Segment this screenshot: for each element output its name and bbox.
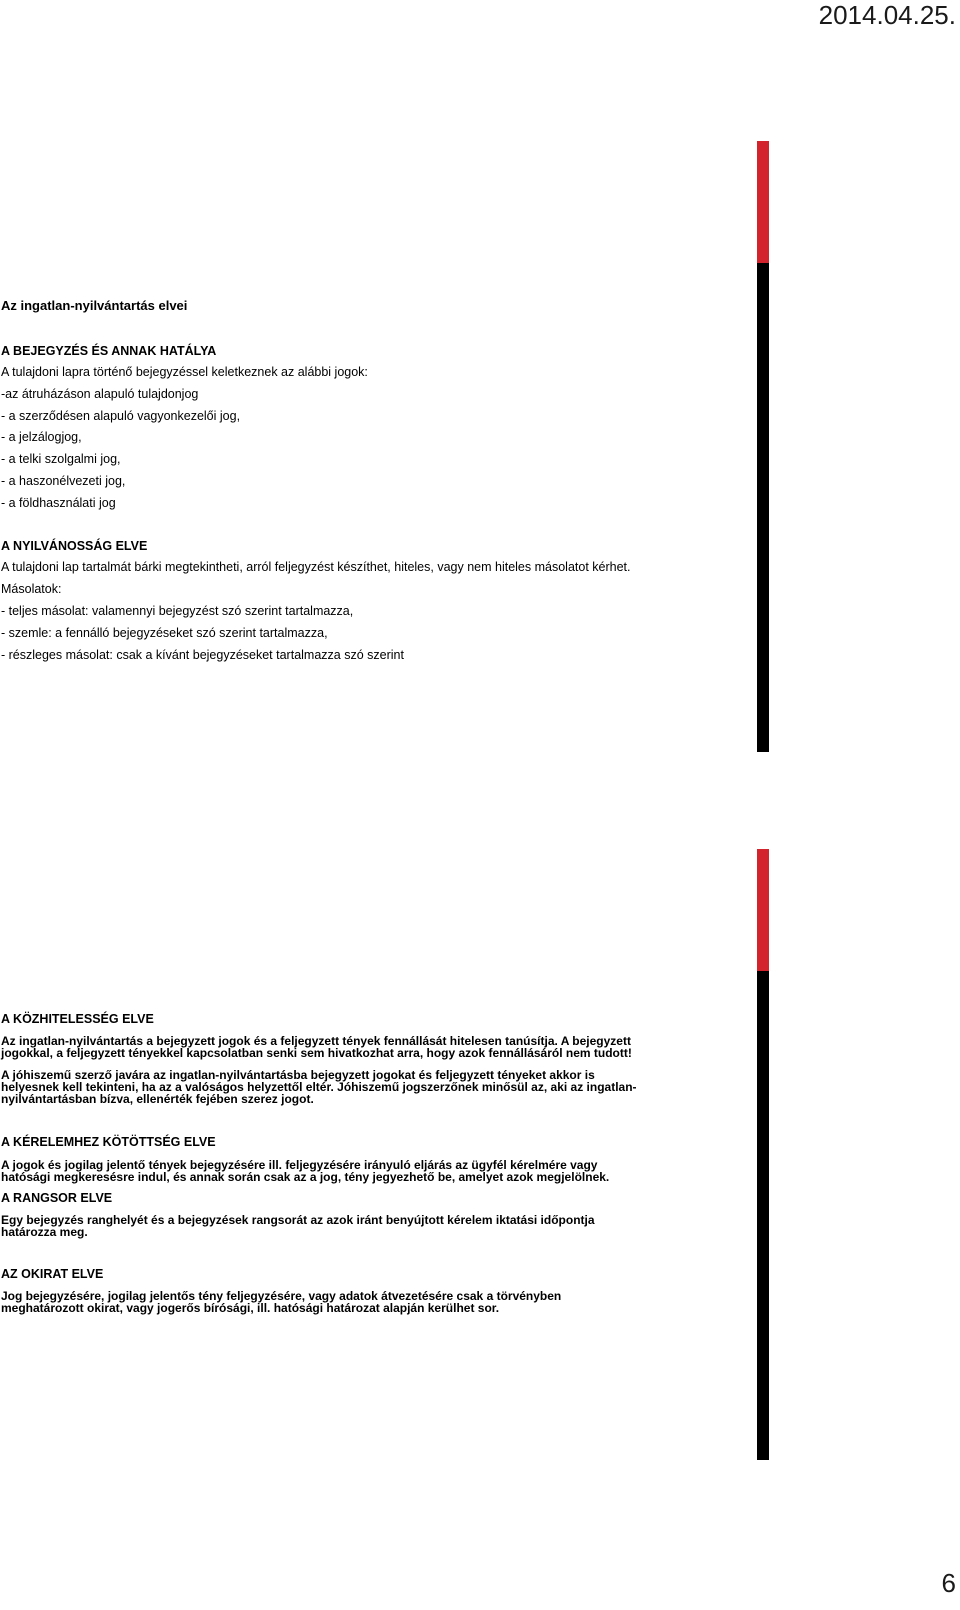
paragraph-kerelemhez — [1, 1159, 669, 1183]
list-item: - a telki szolgalmi jog, — [1, 452, 121, 466]
section-heading-nyilvanossag: A NYILVÁNOSSÁG ELVE — [1, 539, 148, 553]
list-item: - a szerződésen alapuló vagyonkezelői jog, — [1, 409, 241, 423]
paragraph-line: nyilvántartásban bízva, ellenérték fejében szerez jogot. — [1, 1092, 314, 1106]
paragraph-line: jogokkal, a feljegyzett tényekkel kapcsolatban senki sem hivatkozhat arra, hogy azok fennállásáról nem tudott! — [1, 1046, 632, 1060]
section-heading-rangsor: A RANGSOR ELVE — [1, 1191, 113, 1205]
copies-label: Másolatok: — [1, 582, 62, 596]
page-number: 6 — [941, 1568, 956, 1598]
paragraph-line: Az ingatlan-nyilvántartás a bejegyzett jogok és a feljegyzett tények fennállását hitelesen tanúsítja. A bejegyzett — [1, 1034, 631, 1048]
section-heading-bejegyzes: A BEJEGYZÉS ÉS ANNAK HATÁLYA — [1, 344, 217, 358]
list-item: - a haszonélvezeti jog, — [1, 474, 126, 488]
section-text: A tulajdoni lap tartalmát bárki megtekintheti, arról feljegyzést készíthet, hiteles, vagy nem hiteles másolatot kérhet. — [1, 560, 631, 574]
slide2-side-bar-black — [757, 971, 769, 1460]
header-date: 2014.04.25. — [818, 0, 956, 30]
paragraph-line: meghatározott okirat, vagy jogerős bírósági, ill. hatósági határozat alapján kerülhet sor. — [1, 1301, 500, 1315]
paragraph-line: A jóhiszemű szerző javára az ingatlan-nyilvántartásba bejegyzett jogokat és feljegyzett tényeket akkor is — [1, 1068, 595, 1082]
paragraph-line: helyesnek kell tekinteni, ha az a valóságos helyzettől eltér. Jóhiszemű jogszerzőnek minősül az, aki az ingatlan- — [1, 1080, 637, 1094]
slide1-side-bar-black — [757, 263, 769, 752]
slide2-side-bar-red — [757, 849, 769, 971]
paragraph-rangsor — [1, 1214, 669, 1238]
paragraph-okirat — [1, 1290, 669, 1314]
paragraph-line: Egy bejegyzés ranghelyét és a bejegyzések rangsorát az azok iránt benyújtott kérelem iktatási időpontja — [1, 1213, 595, 1227]
slide1-title: Az ingatlan-nyilvántartás elvei — [1, 298, 188, 313]
paragraph-kozhitelesseg-2 — [1, 1069, 669, 1105]
paragraph-line: hatósági megkeresésre indul, és annak során csak az a jog, tény jegyezhető be, amelyet azok megjelölnek. — [1, 1170, 610, 1184]
list-item: - teljes másolat: valamennyi bejegyzést szó szerint tartalmazza, — [1, 604, 354, 618]
section-heading-kozhitelesseg: A KÖZHITELESSÉG ELVE — [1, 1012, 154, 1026]
section-intro: A tulajdoni lapra történő bejegyzéssel keletkeznek az alábbi jogok: — [1, 365, 368, 379]
section-heading-okirat: AZ OKIRAT ELVE — [1, 1267, 104, 1281]
slide1-side-bar-red — [757, 141, 769, 263]
list-item: -az átruházáson alapuló tulajdonjog — [1, 387, 199, 401]
list-item: - szemle: a fennálló bejegyzéseket szó szerint tartalmazza, — [1, 626, 328, 640]
paragraph-kozhitelesseg-1 — [1, 1035, 669, 1059]
paragraph-line: A jogok és jogilag jelentő tények bejegyzésére ill. feljegyzésére irányuló eljárás az ügyfél kérelmére vagy — [1, 1158, 598, 1172]
list-item: - a jelzálogjog, — [1, 430, 82, 444]
paragraph-line: Jog bejegyzésére, jogilag jelentős tény feljegyzésére, vagy adatok átvezetésére csak a törvényben — [1, 1289, 562, 1303]
list-item: - a földhasználati jog — [1, 496, 116, 510]
section-heading-kerelemhez: A KÉRELEMHEZ KÖTÖTTSÉG ELVE — [1, 1135, 216, 1149]
list-item: - részleges másolat: csak a kívánt bejegyzéseket tartalmazza szó szerint — [1, 648, 404, 662]
slide2-side-bar — [757, 849, 769, 1460]
paragraph-line: határozza meg. — [1, 1225, 88, 1239]
slide1-side-bar — [757, 141, 769, 752]
